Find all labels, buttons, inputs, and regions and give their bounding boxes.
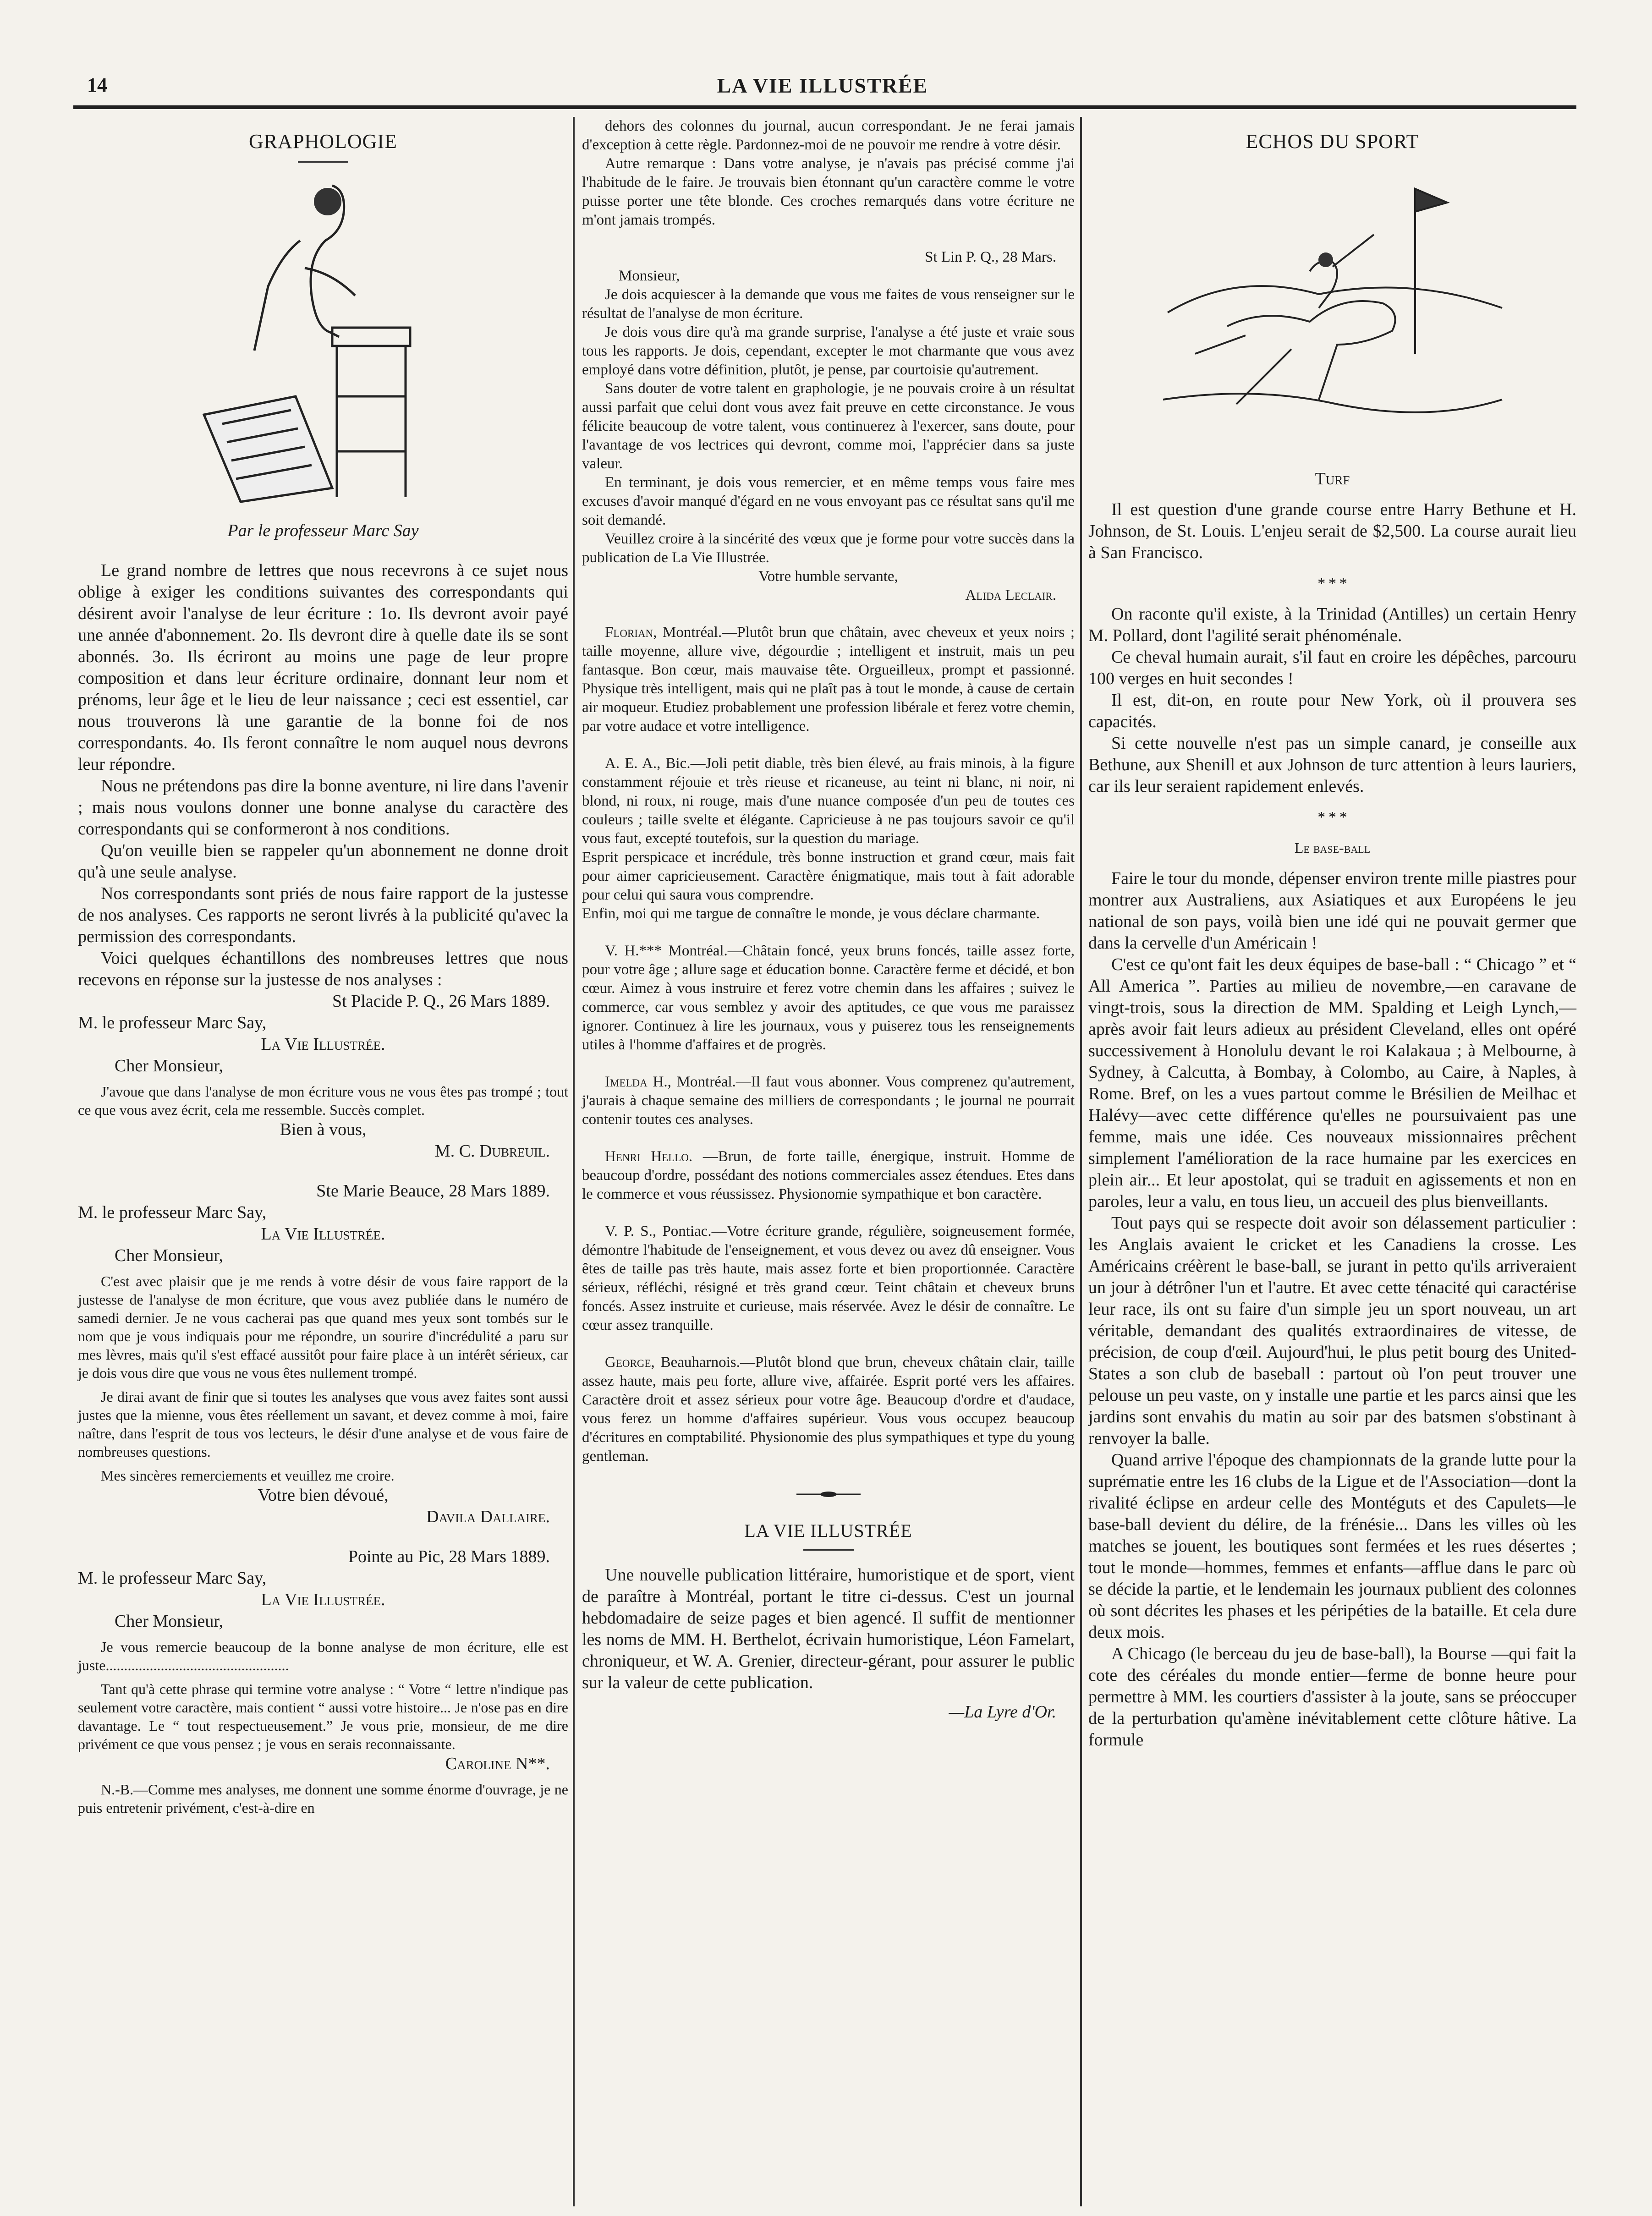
letter-body: Tant qu'à cette phrase qui termine votre analyse : “ Votre “ lettre n'indique pas seulement votre caractère, mais contient “ aussi votre histoire... Je n'ose pas en dire davantage. Le “ tout respectueusement.” Je vous prie, monsieur, de me dire privément ce que vous pensez ; je vous en serais reconnaissante. xyxy=(78,1681,568,1752)
turf-paragraph: Il est question d'une grande course entre Harry Bethune et H. Johnson, de St. Louis. L'enjeu serait de $2,500. La course aurait lieu à San Francisco. xyxy=(1088,500,1576,562)
analysis-entry xyxy=(582,1222,1075,1335)
baseball-paragraph: Faire le tour du monde, dépenser environ trente mille piastres pour montrer aux Australiens, aux Asiatiques et aux Européens le jeu national de son pays, voilà bien une idé qui ne pouvait germer que dans la cervelle d'un Américain ! xyxy=(1088,869,1576,953)
intro-paragraph: Nous ne prétendons pas dire la bonne aventure, ni lire dans l'avenir ; mais nous voulons donner une bonne analyse du caractère des correspondants qui se conformeront à nos conditions. xyxy=(78,776,568,839)
column-sport xyxy=(1088,117,1576,1751)
section-paragraph: Une nouvelle publication littéraire, humoristique et de sport, vient de paraître à Montréal, portant le titre ci-dessus. C'est un journal hebdomadaire de seize pages et bien agencé. Il suffit de mentionner les noms de MM. H. Berthelot, écrivain humoristique, Léon Famelart, chroniqueur, et W. A. Grenier, directeur-gérant, pour assurer le public sur la valeur de cette publication. xyxy=(582,1565,1075,1692)
baseball-paragraph: Tout pays qui se respecte doit avoir son délassement particulier : les Anglais avaient le cricket et les Canadiens la crosse. Les Américains créèrent le base-ball, se jurant in petto qu'ils arriveraient un jour à détrôner l'un et l'autre. Et avec cette ténacité qui caractérise leur race, ils ont su faire d'un simple jeu un sport nouveau, un art véritable, demandant des qualités extraordinaires de vitesse, de précision, de coup d'œil. Aujourd'hui, le plus petit bourg des United-States a son club de baseball : partout où l'on peut trouver une pelouse un peu vaste, on y installe une partie et les parcs ainsi que les jardins sont envahis du matin au soir par des batsmen s'obstinant à renvoyer la balle. xyxy=(1088,1213,1576,1448)
letter-signature: Alida Leclair. xyxy=(965,587,1056,603)
letter-recipient: M. le professeur Marc Say, xyxy=(78,1569,267,1588)
section-title: ECHOS DU SPORT xyxy=(1246,130,1419,153)
analysis-name: Imelda H., xyxy=(605,1074,671,1090)
stars-divider: * * * xyxy=(1317,575,1347,592)
letter-body: En terminant, je dois vous remercier, et en même temps vous faire mes excuses d'avoir manqué d'égard en ne vous envoyant pas ce résultat sans qu'il me soit demandé. xyxy=(582,474,1075,528)
letter-closing: Bien à vous, xyxy=(280,1120,367,1139)
intro-paragraph: Le grand nombre de lettres que nous recevrons à ce sujet nous oblige à exiger les conditions suivantes des correspondants qui désirent avoir l'analyse de leur écriture : 1o. Ils devront avoir payé une année d'abonnement. 2o. Ils devront dire à quelle date ils se sont abonnés. 3o. Ils écriront au moins une page de leur propre composition et dans leur écriture ordinaire, donnant leur nom et prénoms, leur âge et le lieu de leur naissance ; ceci est essentiel, car nous trouverons là une garantie de la bonne foi de nos correspondants. 4o. Ils feront connaître le nom auquel nous devrons leur répondre. xyxy=(78,561,568,774)
letter-closing: Votre humble servante, xyxy=(758,568,898,585)
column-letters xyxy=(582,117,1075,1722)
turf-paragraph: Ce cheval humain aurait, s'il faut en croire les dépêches, parcouru 100 verges en huit secondes ! xyxy=(1088,647,1576,688)
analysis-text: Montréal.—Châtain foncé, yeux bruns foncés, taille assez forte, pour votre âge ; allure sage et éducation bonne. Caractère ferme et décidé, et bon cœur. Aimez à vous instruire et ferez votre chemin dans les affaires ; suivez le commerce, car vous semblez y avoir des aptitudes, ce que vous me paraissez ignorer. Continuez à lire les journaux, vous y puiserez tous les renseignements utiles à l'homme d'affaires et de progrès. xyxy=(582,943,1075,1053)
intro-paragraph: Nos correspondants sont priés de nous faire rapport de la justesse de nos analyses. Ces rapports ne seront livrés à la publicité qu'avec la permission des correspondants. xyxy=(78,884,568,946)
letter-salutation: Cher Monsieur, xyxy=(115,1246,223,1265)
baseball-paragraph: C'est ce qu'ont fait les deux équipes de base-ball : “ Chicago ” et “ All America ”. Parties au milieu de novembre,—en caravane de vingt-trois, sous la direction de MM. Spalding et Leigh Lynch,—après avoir fait leurs adieux au président Cleveland, elles ont opéré successivement à Honolulu devant le roi Kalakaua ; à Melbourne, à Sydney, à Calcutta, à Bombay, à Colombo, au Caire, à Naples, à Rome. Bref, on les a vues partout comme le Brésilien de Meilhac et Halévy—avec cette différence qu'elles ne poursuivaient pas une femme, mais une idée. Ces nouveaux missionnaires prêchent simplement l'amélioration de la race humaine par les exercices en plein air... Et leur apostolat, qui se traduit en agissements et non en paroles, leur a valu, en tous lieu, un accueil des plus bienveillants. xyxy=(1088,955,1576,1211)
letter-salutation: Cher Monsieur, xyxy=(115,1056,223,1075)
analysis-text: Bic.—Joli petit diable, très bien élevé, au frais minois, à la figure constamment réjouie et très rieuse et ricaneuse, au teint ni blanc, ni noir, ni blond, ni roux, ni rouge, mais d'une nuance composée d'un peu de toutes ces couleurs ; taille svelte et élégante. Capricieuse à ne pas toujours savoir ce qu'il vous faut, excepté toutefois, sur la question du mariage. Esprit perspicace et incrédule, très bonne instruction et grand cœur, mais fait pour aimer capricieusement. Caractère énigmatique, mais tout à fait adorable pour celui qui saura vous comprendre. Enfin, moi qui me targue de connaître le monde, je vous déclare charmante. xyxy=(582,755,1075,922)
analysis-entry xyxy=(582,942,1075,1054)
analysis-name: George, xyxy=(605,1354,655,1371)
title-rule xyxy=(298,161,348,163)
illustration-caption: Par le professeur Marc Say xyxy=(227,521,419,540)
letter-recipient: M. le professeur Marc Say, xyxy=(78,1203,267,1222)
analysis-name: Florian, xyxy=(605,624,657,641)
analysis-text: Pontiac.—Votre écriture grande, régulière, soigneusement formée, démontre l'habitude de l'enseignement, et vous devez ou avez dû enseigner. Vous êtes de taille pas très haute, mais assez forte et bien proportionnée. Caractère sérieux, réfléchi, résigné et très grand cœur. Teint châtain et cheveux bruns foncés. Assez instruite et curieuse, mais réservée. Avez le désir de connaître. Le cœur assez tranquille. xyxy=(582,1223,1075,1333)
analysis-entry xyxy=(582,1353,1075,1466)
page-number: 14 xyxy=(87,74,107,96)
letter-salutation: Cher Monsieur, xyxy=(115,1612,223,1631)
letter-body: Sans douter de votre talent en graphologie, je ne pouvais croire à un résultat aussi parfait que celui dont vous avez fait preuve en cette circonstance. Je vous félicite beaucoup de votre talent, vous continuerez à l'exercer, sans doute, pour l'avantage de vos lectrices qui devront, comme moi, l'apprécier dans sa juste valeur. xyxy=(582,380,1075,472)
header-rule xyxy=(73,105,1576,109)
letter-salutation: Monsieur, xyxy=(619,268,680,284)
section-signature: —La Lyre d'Or. xyxy=(949,1702,1056,1722)
title-rule xyxy=(803,1549,854,1551)
analysis-name: A. E. A., xyxy=(605,755,661,772)
journal-title: LA VIE ILLUSTRÉE xyxy=(717,74,928,97)
continuation-paragraph: Autre remarque : Dans votre analyse, je n'avais pas précisé comme j'ai l'habitude de le faire. Je trouvais bien étonnant qu'un caractère comme le votre puisse porter une tête blonde. Ces croches remarqués dans votre écriture ne m'ont jamais trompés. xyxy=(582,155,1075,228)
letter-body: Mes sincères remerciements et veuillez me croire. xyxy=(101,1467,395,1484)
analysis-text: Montréal.—Plutôt brun que châtain, avec cheveux et yeux noirs ; taille moyenne, allure vive, dégourdie ; intelligent et instruit, mais un peu fantasque. Bon cœur, mais mauvaise tête. Orgueilleux, prompt et passionné. Physique très intelligent, mais qui ne plaît pas à tout le monde, à cause de certain air moqueur. Etudiez probablement une profession libérale et ferez votre chemin, par votre audace et votre intelligence. xyxy=(582,624,1075,735)
intro-paragraph: Qu'on veuille bien se rappeler qu'un abonnement ne donne droit qu'à une seule analyse. xyxy=(78,841,568,882)
letter-journal: La Vie Illustrée. xyxy=(261,1035,385,1054)
baseball-paragraph: A Chicago (le berceau du jeu de base-ball), la Bourse —qui fait la cote des céréales du monde entier—ferme de bonne heure pour permettre à MM. les courtiers d'assister à la joute, sans se préoccuper de la perturbation qu'amène inévitablement cette clôture hâtive. La formule xyxy=(1088,1644,1576,1750)
letter-place-date: St Placide P. Q., 26 Mars 1889. xyxy=(332,992,550,1011)
turf-heading: Turf xyxy=(1315,469,1350,488)
page-header xyxy=(69,73,1576,110)
analysis-name: Henri Hello. xyxy=(605,1148,693,1165)
analysis-entry xyxy=(582,1147,1075,1204)
letter-journal: La Vie Illustrée. xyxy=(261,1590,385,1609)
intro-paragraph: Voici quelques échantillons des nombreuses lettres que nous recevons en réponse sur la justesse de nos analyses : xyxy=(78,949,568,989)
ornament-icon xyxy=(796,1491,861,1498)
baseball-paragraph: Quand arrive l'époque des championnats de la grande lutte pour la suprématie entre les 16 clubs de la Ligue et de l'Association—dont la rivalité éclipse en ardeur celle des Montéguts et des Capulets—le base-ball devient du délire, de la frénésie... Dans les villes où les matches se jouent, les boutiques sont fermées et les rues désertes ; tout le monde—hommes, femmes et enfants—afflue dans le parc où se décide la partie, et le lendemain les journaux publient des colonnes où sont décrites les phases et les péripéties de la bataille. Et cela dure deux mois. xyxy=(1088,1450,1576,1642)
analysis-text: —Brun, de forte taille, énergique, instruit. Homme de beaucoup d'ordre, possédant des notions commerciales assez étendues. Etes dans le commerce et vous réussissez. Physionomie sympathique et bon caractère. xyxy=(582,1148,1075,1202)
letter-body: Je dirai avant de finir que si toutes les analyses que vous avez faites sont aussi justes que la mienne, vous êtes réellement un savant, et devez comme à moi, faire naître, dans l'esprit de tous vos lecteurs, le désir d'une analyse et de vous faire de nombreuses questions. xyxy=(78,1388,568,1460)
analysis-entry xyxy=(582,1073,1075,1129)
turf-paragraph: On raconte qu'il existe, à la Trinidad (Antilles) un certain Henry M. Pollard, dont l'agilité serait phénoménale. xyxy=(1088,604,1576,645)
stars-divider: * * * xyxy=(1317,809,1347,826)
analysis-entry xyxy=(582,754,1075,923)
letter-body: J'avoue que dans l'analyse de mon écriture vous ne vous êtes pas trompé ; tout ce que vous avez écrit, cela me ressemble. Succès complet. xyxy=(78,1083,568,1118)
letter-place-date: Pointe au Pic, 28 Mars 1889. xyxy=(348,1547,550,1566)
column-graphologie xyxy=(78,117,568,1817)
nb-note: N.-B.—Comme mes analyses, me donnent une somme énorme d'ouvrage, je ne puis entretenir privément, c'est-à-dire en xyxy=(78,1781,568,1816)
turf-paragraph: Si cette nouvelle n'est pas un simple canard, je conseille aux Bethune, aux Shenill et aux Johnson de turc attention à leurs lauriers, car ils leur seraient rapidement enlevés. xyxy=(1088,734,1576,796)
letter-signature: Davila Dallaire. xyxy=(426,1507,550,1526)
letter-body: C'est avec plaisir que je me rends à votre désir de vous faire rapport de la justesse de l'analyse de mon écriture, que vous avez publiée dans le numéro de samedi dernier. Je ne vous cacherai pas que quand mes yeux sont tombés sur le nom que je vous indiquais pour me répondre, un sourire d'incrédulité a paru sur mes lèvres, mais qu'il s'est effacé aussitôt pour faire place à un intérêt sérieux, car je dois vous dire que vous ne vous êtes nullement trompé. xyxy=(78,1273,568,1381)
baseball-heading: Le base-ball xyxy=(1294,839,1371,856)
letter-body: Je dois vous dire qu'à ma grande surprise, l'analyse a été juste et vraie sous tous les rapports. Je dois, cependant, excepter le mot charmante que vous avez employé dans votre définition, plutôt, je pense, par courtoisie qu'autrement. xyxy=(582,324,1075,378)
letter-place-date: St Lin P. Q., 28 Mars. xyxy=(925,249,1056,265)
analysis-name: V. P. S., xyxy=(605,1223,657,1240)
ornament-divider xyxy=(582,1484,1075,1503)
analysis-text: Montréal.—Il faut vous abonner. Vous comprenez qu'autrement, j'aurais à chaque semaine des milliers de correspondants ; le journal ne pourrait contenir toutes ces analyses. xyxy=(582,1074,1075,1128)
jockey-illustration xyxy=(1158,161,1507,455)
letter-body: Je dois acquiescer à la demande que vous me faites de vous renseigner sur le résultat de l'analyse de mon écriture. xyxy=(582,286,1075,322)
letter-place-date: Ste Marie Beauce, 28 Mars 1889. xyxy=(316,1181,550,1201)
column-divider xyxy=(573,117,575,2206)
analysis-entry xyxy=(582,623,1075,736)
letter-signature: M. C. Dubreuil. xyxy=(434,1141,550,1161)
section-title: GRAPHOLOGIE xyxy=(249,130,397,153)
letter-body: Je vous remercie beaucoup de la bonne analyse de mon écriture, elle est juste.................................................. xyxy=(78,1639,568,1673)
letter-journal: La Vie Illustrée. xyxy=(261,1224,385,1244)
continuation-paragraph: dehors des colonnes du journal, aucun correspondant. Je ne ferai jamais d'exception à cette règle. Pardonnez-moi de ne pouvoir me rendre à votre désir. xyxy=(582,118,1075,153)
letter-signature: Caroline N**. xyxy=(445,1754,550,1773)
letter-recipient: M. le professeur Marc Say, xyxy=(78,1013,267,1032)
letter-closing: Votre bien dévoué, xyxy=(258,1486,389,1505)
analysis-text: Beauharnois.—Plutôt blond que brun, cheveux châtain clair, taille assez haute, mais peu forte, allure vive, affairée. Esprit porté vers les affaires. Caractère droit et assez sérieux pour votre âge. Beaucoup d'ordre et d'audace, vous ferez un homme d'affaires supérieur. Vous vous occupez beaucoup d'écritures en comptabilité. Physionomie des plus sympathiques et type du young gentleman. xyxy=(582,1354,1075,1465)
section-title: LA VIE ILLUSTRÉE xyxy=(744,1520,912,1541)
analysis-name: V. H.*** xyxy=(605,943,662,959)
graphologist-illustration xyxy=(195,176,451,506)
turf-paragraph: Il est, dit-on, en route pour New York, où il prouvera ses capacités. xyxy=(1088,691,1576,731)
letter-body: Veuillez croire à la sincérité des vœux que je forme pour votre succès dans la publication de La Vie Illustrée. xyxy=(582,531,1075,566)
column-divider xyxy=(1080,117,1082,2206)
